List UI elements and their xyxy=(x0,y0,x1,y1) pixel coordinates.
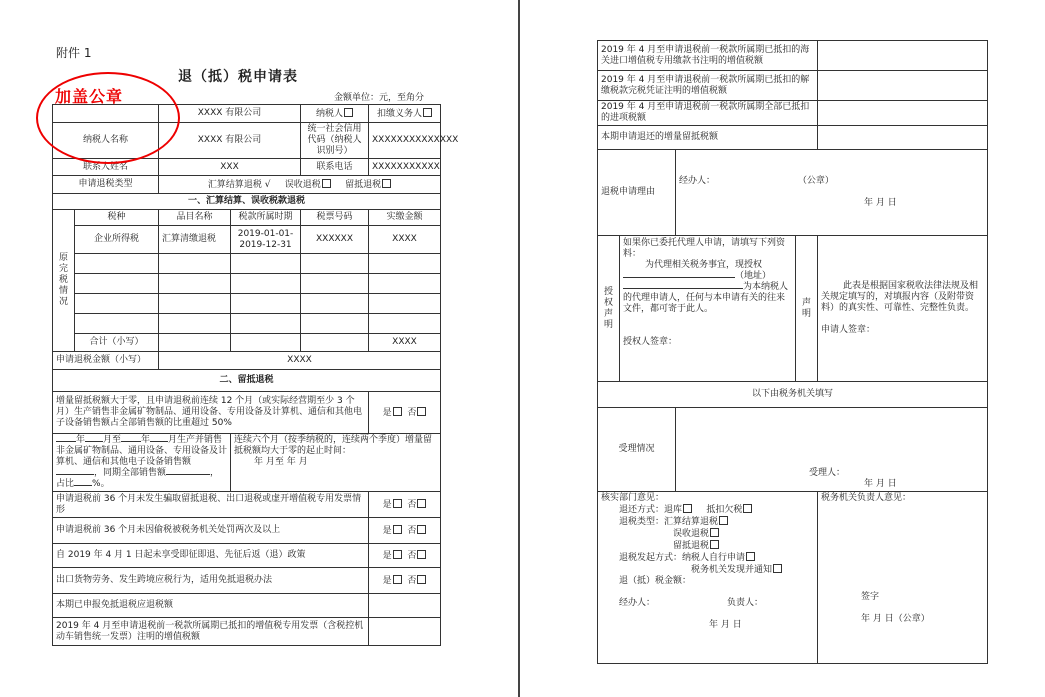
cond6-text: 出口货物劳务、发生跨境应税行为，适用免抵退税办法 xyxy=(53,568,369,594)
cond5-yesno[interactable]: 是 否 xyxy=(369,544,441,568)
seal-stamp-text: 加盖公章 xyxy=(55,87,124,106)
checkbox-icon xyxy=(710,528,719,537)
checkbox-icon xyxy=(393,407,402,416)
row-refund-type xyxy=(53,176,441,194)
checkbox-icon xyxy=(393,550,402,559)
cond5-text: 自 2019 年 4 月 1 日起未享受即征即退、先征后返（退）政策 xyxy=(53,544,369,568)
cond6-yesno[interactable]: 是 否 xyxy=(369,568,441,594)
section2-heading: 二、留抵退税 xyxy=(53,370,441,392)
checkbox-icon xyxy=(773,564,782,573)
invoice-row xyxy=(53,618,441,646)
form-title: 退（抵）税申请表 xyxy=(178,69,298,85)
opt-retained: 留抵退税 xyxy=(345,179,382,190)
cond4-row xyxy=(53,518,441,544)
accept-label: 受理情况 xyxy=(598,408,676,492)
opt-mistaken: 误收退税 xyxy=(284,179,321,190)
exempt-label: 本期已申报免抵退税应退税额 xyxy=(53,594,369,618)
leader-cell[interactable]: 税务机关负责人意见： 签字 年 月 日（公章） xyxy=(818,492,988,664)
r4-label: 本期申请退还的增量留抵税额 xyxy=(598,126,818,150)
credit-code-value[interactable]: XXXXXXXXXXXXXX xyxy=(369,123,441,159)
table-row xyxy=(53,226,441,254)
phone-label: 联系电话 xyxy=(301,159,369,176)
checkbox-icon xyxy=(393,575,402,584)
refund-type-label: 申请退税类型 xyxy=(53,176,159,194)
r2-row xyxy=(598,71,988,101)
cond4-yesno[interactable]: 是 否 xyxy=(369,518,441,544)
cond1-yesno[interactable]: 是 否 xyxy=(369,392,441,434)
cond1-row xyxy=(53,392,441,434)
contact-label: 联系人姓名 xyxy=(53,159,159,176)
invoice-label: 2019 年 4 月至申请退税前一税款所属期已抵扣的增值税专用发票（含税控机动车销售统一发票）注明的增值税额 xyxy=(53,618,369,646)
r4-row xyxy=(598,126,988,150)
section1-heading: 一、汇算结算、误收税款退税 xyxy=(53,194,441,210)
col-ticket: 税票号码 xyxy=(301,210,369,226)
cell-item[interactable]: 汇算清缴退税 xyxy=(159,226,231,254)
refund-type-options[interactable] xyxy=(159,176,441,194)
col-amount: 实缴金额 xyxy=(369,210,441,226)
reason-label: 退税申请理由 xyxy=(598,150,676,236)
auth-side-label: 授权声明 xyxy=(598,236,620,382)
company-name-top: XXXX 有限公司 xyxy=(159,105,301,123)
subtotal-label: 合计（小写） xyxy=(75,334,159,352)
verify-cell[interactable]: 核实部门意见： 退还方式：退库 抵扣欠税 退税类型：汇算结算退税 误收退税 留抵退税 退税发起方式：纳税人自行申请 税务机关发现并通知 退（抵）税金额： 经办人： 负责人： 年 月 日 xyxy=(598,492,818,664)
subtotal-value[interactable]: XXXX xyxy=(369,334,441,352)
subtotal-row xyxy=(53,334,441,352)
checkbox-icon xyxy=(322,179,331,188)
section1-heading-row xyxy=(53,194,441,210)
decl-side-label: 声明 xyxy=(796,236,818,382)
checkbox-icon xyxy=(683,504,692,513)
section1-header-row xyxy=(53,210,441,226)
exempt-row xyxy=(53,594,441,618)
invoice-value[interactable] xyxy=(369,618,441,646)
section2-heading-row xyxy=(53,370,441,392)
auth-row xyxy=(598,236,988,382)
phone-value[interactable]: XXXXXXXXXXX xyxy=(369,159,441,176)
checkbox-icon xyxy=(393,499,402,508)
col-period: 税款所属时期 xyxy=(231,210,301,226)
r3-value[interactable] xyxy=(818,101,988,126)
attachment-label: 附件 1 xyxy=(56,46,92,60)
form-table-page1 xyxy=(52,104,459,646)
col-tax: 税种 xyxy=(75,210,159,226)
opt-settlement: 汇算结算退税 √ xyxy=(207,179,271,190)
form-page-2 xyxy=(520,0,1045,697)
cond2-left[interactable]: 年 月至 年 月生产并销售非金属矿物制品、通用设备、专用设备及计算机、通信和其他电子设备销售额，同期全部销售额 ，占比 %。 xyxy=(53,434,231,492)
checkbox-icon xyxy=(423,108,432,117)
apply-amount-label: 申请退税金额（小写） xyxy=(53,352,159,370)
checkbox-icon xyxy=(393,525,402,534)
decl-text[interactable]: 此表是根据国家税收法律法规及相关规定填写的，对填报内容（及附带资料）的真实性、可靠性、完整性负责。 申请人签章： xyxy=(818,236,988,382)
col-item: 品目名称 xyxy=(159,210,231,226)
r3-label: 2019 年 4 月至申请退税前一税款所属期全部已抵扣的进项税额 xyxy=(598,101,818,126)
cond4-text: 申请退税前 36 个月未因偷税被税务机关处罚两次及以上 xyxy=(53,518,369,544)
form-page-1 xyxy=(0,0,520,697)
table-row xyxy=(53,294,441,314)
checkbox-icon xyxy=(710,540,719,549)
cond1-text: 增量留抵税额大于零，且申请退税前连续 12 个月（或实际经营期至少 3 个月）生产销售非金属矿物制品、通用设备、专用设备及计算机、通信和其他电子设备销售额占全部销售额的比重超过 50% xyxy=(53,392,369,434)
checkbox-icon xyxy=(417,407,426,416)
table-row xyxy=(53,274,441,294)
checkbox-icon xyxy=(417,575,426,584)
cell-ticket[interactable]: XXXXXX xyxy=(301,226,369,254)
cond5-row xyxy=(53,544,441,568)
cell-amount[interactable]: XXXX xyxy=(369,226,441,254)
apply-amount-row xyxy=(53,352,441,370)
withholder-option[interactable]: 扣缴义务人 xyxy=(369,105,441,123)
checkbox-icon xyxy=(344,108,353,117)
checkbox-icon xyxy=(719,516,728,525)
cond3-row xyxy=(53,492,441,518)
checkbox-icon xyxy=(417,525,426,534)
taxpayer-name-label: 纳税人名称 xyxy=(53,123,159,159)
table-row xyxy=(53,314,441,334)
tax-office-heading-row xyxy=(598,382,988,408)
cond6-row xyxy=(53,568,441,594)
r2-value[interactable] xyxy=(818,71,988,101)
cond2-right[interactable]: 连续六个月（按季纳税的，连续两个季度）增量留抵税额均大于零的起止时间： 年 月至 年 月 xyxy=(231,434,441,492)
cond3-yesno[interactable]: 是 否 xyxy=(369,492,441,518)
table-row xyxy=(53,254,441,274)
contact-value[interactable]: XXX xyxy=(159,159,301,176)
credit-code-label: 统一社会信用代码（纳税人识别号） xyxy=(301,123,369,159)
form-table-page2 xyxy=(597,40,988,664)
amount-unit: 金额单位：元，至角分 xyxy=(334,93,425,103)
accept-row xyxy=(598,408,988,492)
r1-label: 2019 年 4 月至申请退税前一税款所属期已抵扣的海关进口增值税专用缴款书注明的增值税额 xyxy=(598,41,818,71)
r1-value[interactable] xyxy=(818,41,988,71)
cond2-row xyxy=(53,434,441,492)
cell-tax[interactable]: 企业所得税 xyxy=(75,226,159,254)
r2-label: 2019 年 4 月至申请退税前一税款所属期已抵扣的解缴税款完税凭证注明的增值税额 xyxy=(598,71,818,101)
r3-row xyxy=(598,101,988,126)
reason-value[interactable]: 经办人： （公章） 年 月 日 xyxy=(676,150,988,236)
verify-row xyxy=(598,492,988,664)
checkbox-icon xyxy=(743,504,752,513)
r4-value[interactable] xyxy=(818,126,988,150)
checkbox-icon xyxy=(746,552,755,561)
checkbox-icon xyxy=(417,550,426,559)
accept-value[interactable]: 受理人： 年 月 日 xyxy=(676,408,988,492)
exempt-value[interactable] xyxy=(369,594,441,618)
taxpayer-name-value[interactable]: XXXX 有限公司 xyxy=(159,123,301,159)
apply-amount-value[interactable]: XXXX xyxy=(159,352,441,370)
checkbox-icon xyxy=(417,499,426,508)
cond3-text: 申请退税前 36 个月未发生骗取留抵退税、出口退税或虚开增值税专用发票情形 xyxy=(53,492,369,518)
taxpayer-option[interactable]: 纳税人 xyxy=(301,105,369,123)
tax-office-heading: 以下由税务机关填写 xyxy=(598,382,988,408)
checkbox-icon xyxy=(382,179,391,188)
r1-row xyxy=(598,41,988,71)
cell-period[interactable]: 2019-01-01-2019-12-31 xyxy=(231,226,301,254)
original-tax-side-label: 原完税情况 xyxy=(53,210,75,352)
auth-text[interactable]: 如果你已委托代理人申请，请填写下列资料： 为代理相关税务事宜，现授权 （地址） 为本纳税人的代理申请人，任何与本申请有关的往来文件，都可寄于此人。 授权人签章： xyxy=(620,236,796,382)
reason-row xyxy=(598,150,988,236)
